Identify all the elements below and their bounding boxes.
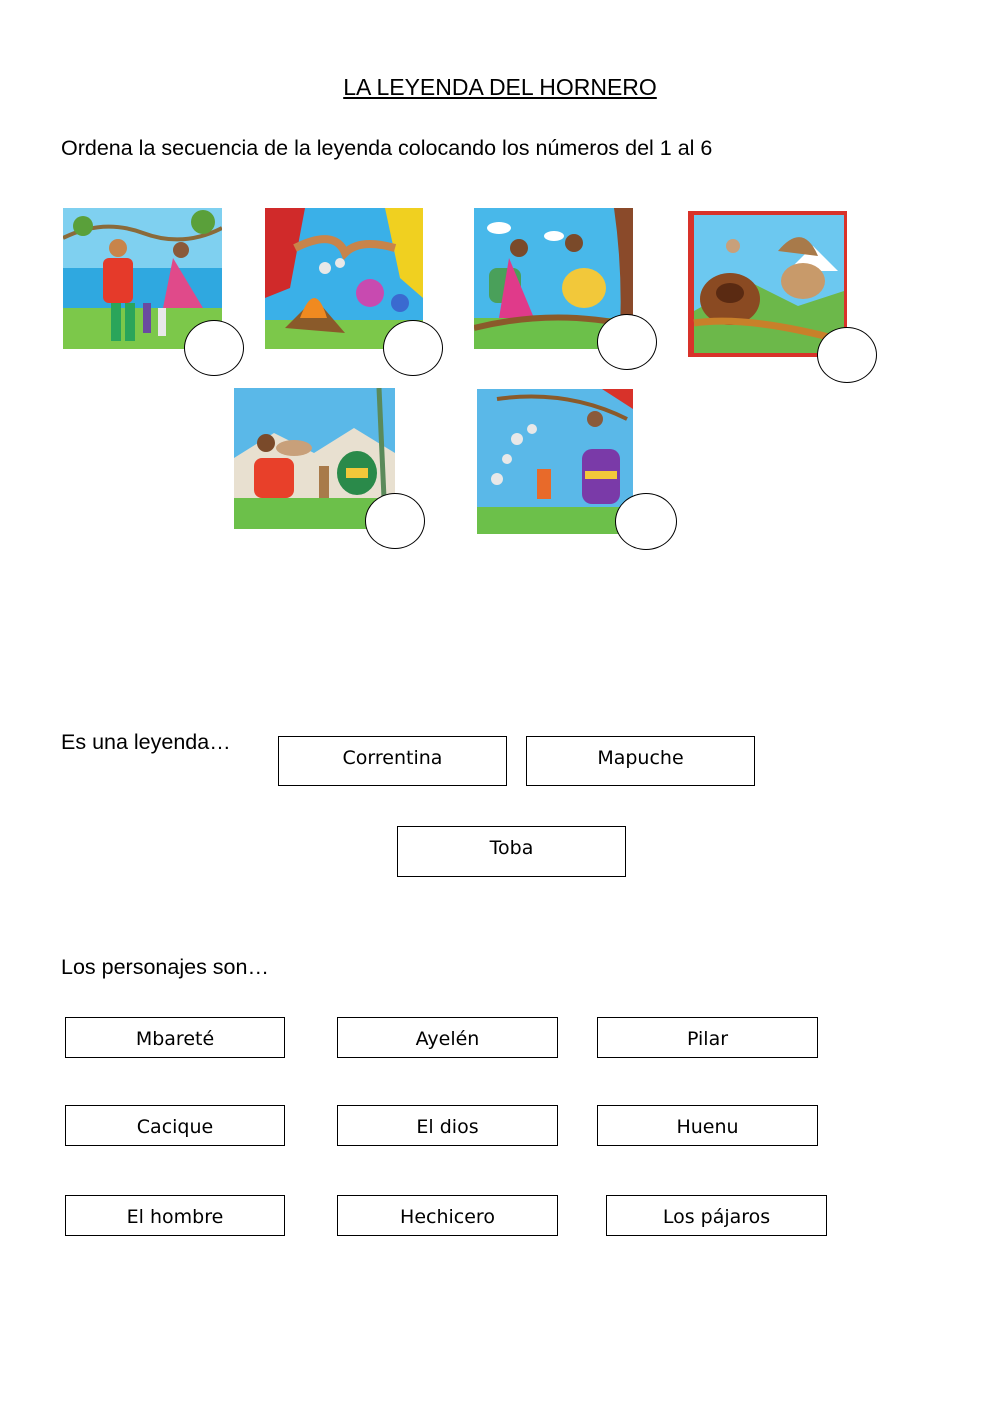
order-number-circle-4[interactable] [817,327,877,383]
worksheet-title: LA LEYENDA DEL HORNERO [343,74,657,100]
order-number-circle-5[interactable] [365,493,425,549]
option-el-hombre[interactable]: El hombre [65,1195,285,1236]
option-hechicero[interactable]: Hechicero [337,1195,558,1236]
order-number-circle-6[interactable] [615,493,677,550]
question-characters-label: Los personajes son… [61,955,269,979]
option-toba[interactable]: Toba [397,826,626,877]
order-number-circle-2[interactable] [383,320,443,376]
option-los-pajaros[interactable]: Los pájaros [606,1195,827,1236]
order-number-circle-1[interactable] [184,320,244,376]
option-el-dios[interactable]: El dios [337,1105,558,1146]
hornero-bird-nest-scene-image [688,211,847,357]
option-huenu[interactable]: Huenu [597,1105,818,1146]
instruction-text: Ordena la secuencia de la leyenda colocando los números del 1 al 6 [61,136,713,160]
question-legend-origin-label: Es una leyenda… [61,730,231,754]
option-pilar[interactable]: Pilar [597,1017,818,1058]
option-mapuche[interactable]: Mapuche [526,736,755,786]
order-number-circle-3[interactable] [597,314,657,370]
option-mbarete[interactable]: Mbareté [65,1017,285,1058]
bow-birds-scene-image [477,389,633,534]
option-cacique[interactable]: Cacique [65,1105,285,1146]
option-correntina[interactable]: Correntina [278,736,507,786]
option-ayelen[interactable]: Ayelén [337,1017,558,1058]
